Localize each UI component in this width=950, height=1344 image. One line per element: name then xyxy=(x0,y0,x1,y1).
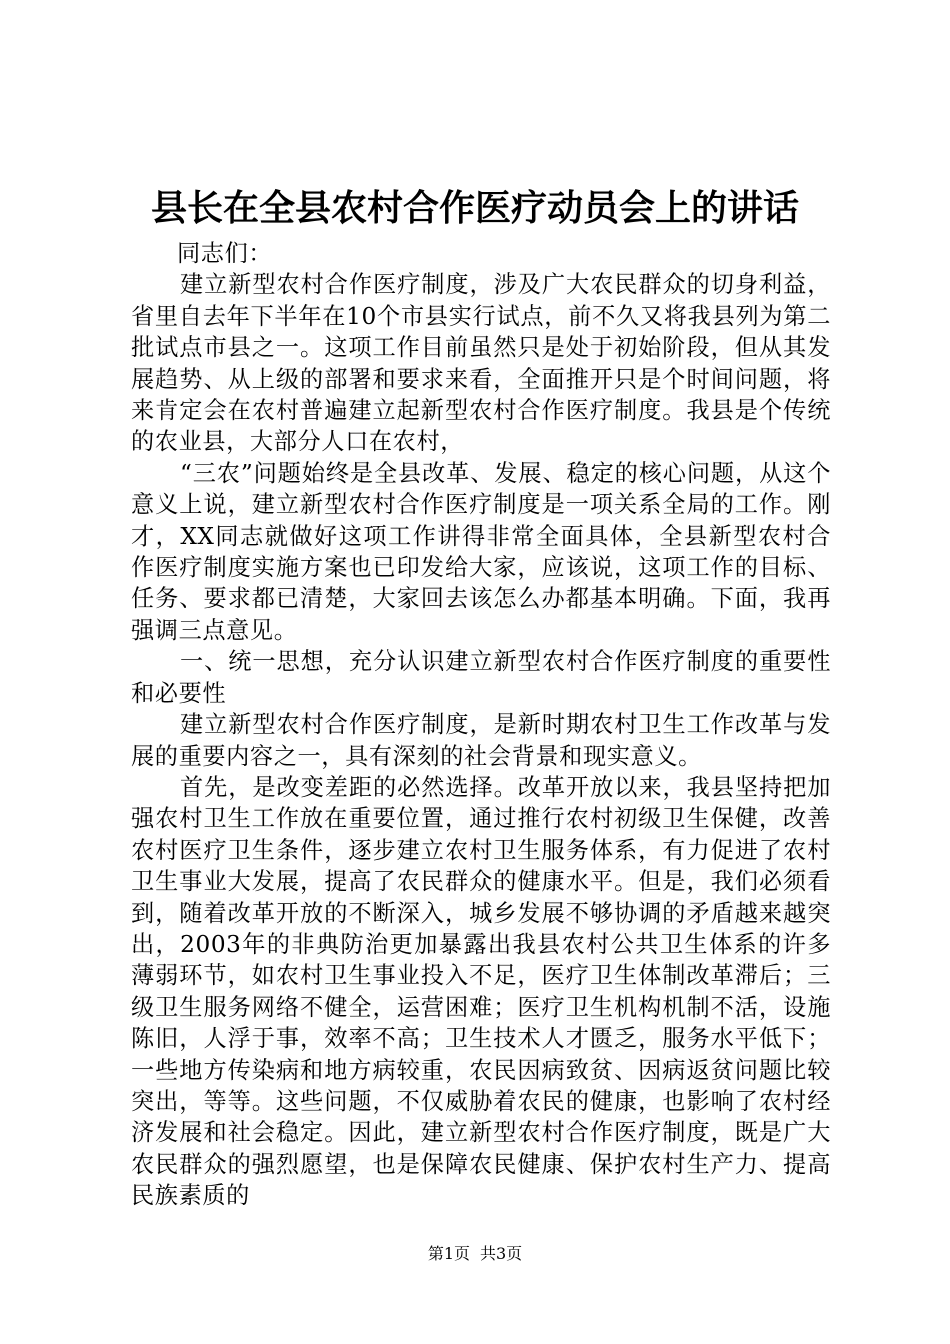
salutation: 同志们： xyxy=(177,240,273,267)
paragraph: 建立新型农村合作医疗制度，是新时期农村卫生工作改革与发展的重要内容之一，具有深刻的社会背景和现实意义。 xyxy=(131,711,831,770)
paragraph: 建立新型农村合作医疗制度，涉及广大农民群众的切身利益，省里自去年下半年在10个市县实行试点，前不久又将我县列为第二批试点市县之一。这项工作目前虽然只是处于初始阶段，但从其发展趋势、从上级的部署和要求来看，全面推开只是个时间问题，将来肯定会在农村普遍建立起新型农村合作医疗制度。我县是个传统的农业县，大部分人口在农村， xyxy=(131,271,831,456)
paragraph: 首先，是改变差距的必然选择。改革开放以来，我县坚持把加强农村卫生工作放在重要位置，通过推行农村初级卫生保健，改善农村医疗卫生条件，逐步建立农村卫生服务体系，有力促进了农村卫生事业大发展，提高了农民群众的健康水平。但是，我们必须看到，随着改革开放的不断深入，城乡发展不够协调的矛盾越来越突出，2003年的非典防治更加暴露出我县农村公共卫生体系的许多薄弱环节，如农村卫生事业投入不足，医疗卫生体制改革滞后；三级卫生服务网络不健全，运营困难；医疗卫生机构机制不活，设施陈旧，人浮于事，效率不高；卫生技术人才匮乏，服务水平低下；一些地方传染病和地方病较重，农民因病致贫、因病返贫问题比较突出，等等。这些问题，不仅威胁着农民的健康，也影响了农村经济发展和社会稳定。因此，建立新型农村合作医疗制度，既是广大农民群众的强烈愿望，也是保障农民健康、保护农村生产力、提高民族素质的 xyxy=(131,773,831,1210)
section-heading: 一、统一思想，充分认识建立新型农村合作医疗制度的重要性和必要性 xyxy=(131,648,831,707)
page-total: 共3页 xyxy=(480,1244,523,1263)
document-body xyxy=(131,238,831,1212)
page-number: 第1页 xyxy=(427,1244,470,1263)
paragraph: “三农”问题始终是全县改革、发展、稳定的核心问题，从这个意义上说，建立新型农村合作医疗制度是一项关系全局的工作。刚才，XX同志就做好这项工作讲得非常全面具体，全县新型农村合作医疗制度实施方案也已印发给大家，应该说，这项工作的目标、任务、要求都已清楚，大家回去该怎么办都基本明确。下面，我再强调三点意见。 xyxy=(131,459,831,644)
page-footer xyxy=(0,1243,950,1265)
document-title: 县长在全县农村合作医疗动员会上的讲话 xyxy=(150,188,799,229)
